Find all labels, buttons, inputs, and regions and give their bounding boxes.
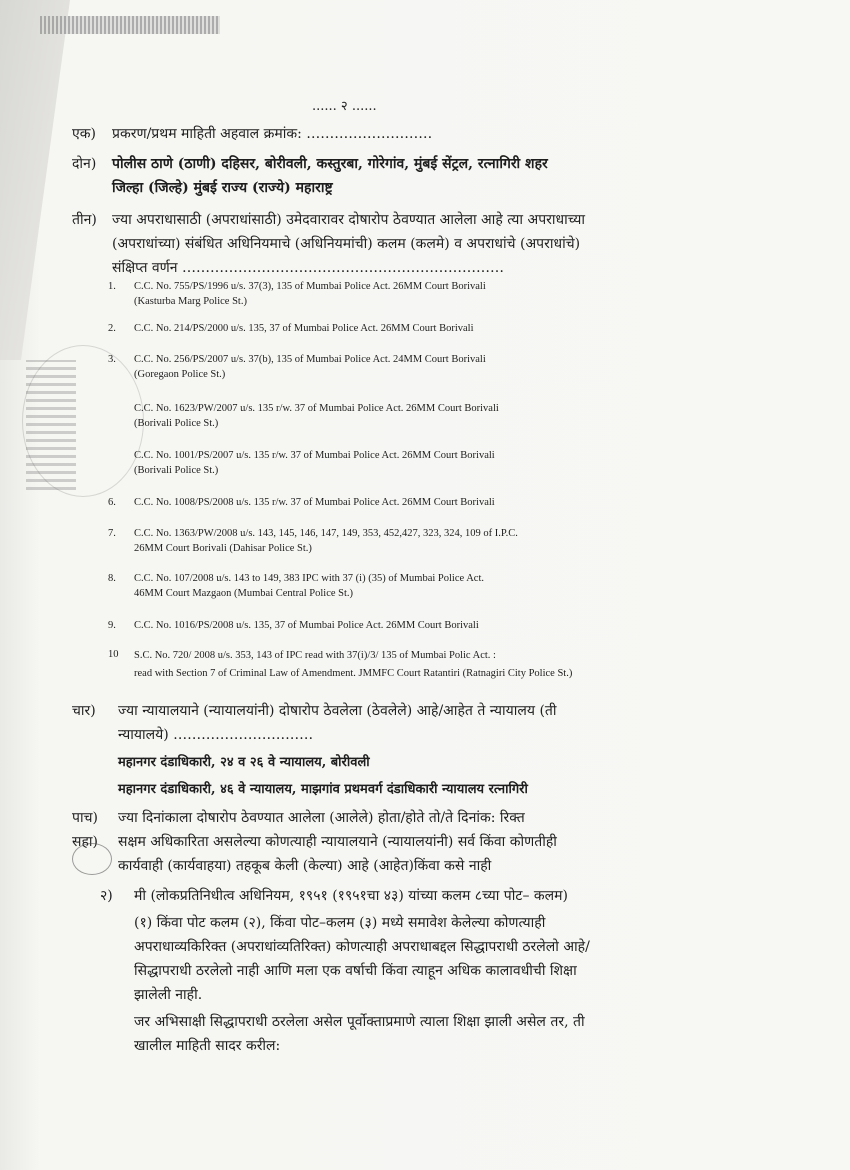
case-line1: C.C. No. 1623/PW/2007 u/s. 135 r/w. 37 of Mumbai Police Act. 26MM Court Borivali xyxy=(134,403,499,414)
offence-desc-line2: (अपराधांच्या) संबंधित अधिनियमाचे (अधिनियमांची) कलम (कलमे) व अपराधांचे (अपराधांचे) xyxy=(112,236,581,252)
court-name-2: महानगर दंडाधिकारी, ४६ वे न्यायालय, माझगांव प्रथमवर्ग दंडाधिकारी न्यायालय रत्नागिरी xyxy=(118,782,528,797)
case-line1: C.C. No. 1008/PS/2008 u/s. 135 r/w. 37 of Mumbai Police Act. 26MM Court Borivali xyxy=(134,497,495,508)
stamp-impression xyxy=(26,360,76,490)
case-number: 3. xyxy=(108,354,116,365)
case-line1: S.C. No. 720/ 2008 u/s. 353, 143 of IPC read with 37(i)/3/ 135 of Mumbai Polic Act. : xyxy=(134,650,496,661)
case-number: 8. xyxy=(108,573,116,584)
case-line2: (Kasturba Marg Police St.) xyxy=(134,296,247,307)
declaration-line4: सिद्धापराधी ठरलेलो नाही आणि मला एक वर्षाची किंवा त्याहून अधिक कालावधीची शिक्षा xyxy=(134,963,577,979)
item-label-1: एक) xyxy=(72,126,96,142)
case-line1: C.C. No. 755/PS/1996 u/s. 37(3), 135 of Mumbai Police Act. 26MM Court Borivali xyxy=(134,281,486,292)
case-line1: C.C. No. 1001/PS/2007 u/s. 135 r/w. 37 of Mumbai Police Act. 26MM Court Borivali xyxy=(134,450,495,461)
case-number-line: प्रकरण/प्रथम माहिती अहवाल क्रमांक: ……………………… xyxy=(112,126,433,142)
item-label-4: चार) xyxy=(72,703,96,719)
case-line2: (Borivali Police St.) xyxy=(134,465,219,476)
scan-header-marks xyxy=(40,16,220,34)
case-number: 1. xyxy=(108,281,116,292)
case-number: 2. xyxy=(108,323,116,334)
item-label-5: पाच) xyxy=(72,810,98,826)
case-number: 10 xyxy=(108,649,119,660)
offence-desc-line1: ज्या अपराधासाठी (अपराधांसाठी) उमेदवारावर दोषारोप ठेवण्यात आलेला आहे त्या अपराधाच्या xyxy=(112,212,586,228)
case-line1: C.C. No. 1016/PS/2008 u/s. 135, 37 of Mumbai Police Act. 26MM Court Borivali xyxy=(134,620,479,631)
case-line1: C.C. No. 1363/PW/2008 u/s. 143, 145, 146, 147, 149, 353, 452,427, 323, 324, 109 of I.P.C. xyxy=(134,528,518,539)
case-line2: read with Section 7 of Criminal Law of Amendment. JMMFC Court Ratantiri (Ratnagiri City Police St.) xyxy=(134,668,573,679)
item-label-3: तीन) xyxy=(72,212,97,228)
declaration-line6: जर अभिसाक्षी सिद्धापराधी ठरलेला असेल पूर्वोक्ताप्रमाणे त्याला शिक्षा झाली असेल तर, ती xyxy=(134,1014,585,1030)
court-desc-line1: ज्या न्यायालयाने (न्यायालयांनी) दोषारोप ठेवलेला (ठेवलेले) आहे/आहेत ते न्यायालय (ती xyxy=(118,703,557,719)
case-line2: (Borivali Police St.) xyxy=(134,418,219,429)
case-line2: 46MM Court Mazgaon (Mumbai Central Police St.) xyxy=(134,588,354,599)
court-desc-line2: न्यायालये) ………………………… xyxy=(118,727,314,743)
case-number: 6. xyxy=(108,497,116,508)
section-label-2: २) xyxy=(100,888,113,904)
item-label-6: सहा) xyxy=(72,834,98,850)
case-line1: C.C. No. 214/PS/2000 u/s. 135, 37 of Mumbai Police Act. 26MM Court Borivali xyxy=(134,323,474,334)
declaration-line1: मी (लोकप्रतिनिधीत्व अधिनियम, १९५१ (१९५१चा ४३) यांच्या कलम ८च्या पोट– कलम) xyxy=(134,888,568,904)
adjournment-line1: सक्षम अधिकारिता असलेल्या कोणत्याही न्यायालयाने (न्यायालयांनी) सर्व किंवा कोणतीही xyxy=(118,834,557,850)
offence-desc-line3: संक्षिप्त वर्णन …………………………………………………………… xyxy=(112,260,504,276)
case-number: 9. xyxy=(108,620,116,631)
folded-corner xyxy=(0,0,70,360)
declaration-line2: (१) किंवा पोट कलम (२), किंवा पोट–कलम (३) मध्ये समावेश केलेल्या कोणत्याही xyxy=(134,915,546,931)
case-line1: C.C. No. 107/2008 u/s. 143 to 149, 383 IPC with 37 (i) (35) of Mumbai Police Act. xyxy=(134,573,484,584)
adjournment-line2: कार्यवाही (कार्यवाहया) तहकूब केली (केल्या) आहे (आहेत)किंवा कसे नाही xyxy=(118,858,492,874)
case-line2: (Goregaon Police St.) xyxy=(134,369,226,380)
police-station-line1: पोलीस ठाणे (ठाणी) दहिसर, बोरीवली, कस्तुरबा, गोरेगांव, मुंबई सेंट्रल, रत्नागिरी शहर xyxy=(112,156,548,172)
court-name-1: महानगर दंडाधिकारी, २४ व २६ वे न्यायालय, बोरीवली xyxy=(118,755,370,770)
case-line2: 26MM Court Borivali (Dahisar Police St.) xyxy=(134,543,312,554)
case-line1: C.C. No. 256/PS/2007 u/s. 37(b), 135 of Mumbai Police Act. 24MM Court Borivali xyxy=(134,354,486,365)
declaration-line5: झालेली नाही. xyxy=(134,987,203,1003)
declaration-line7: खालील माहिती सादर करील: xyxy=(134,1038,281,1054)
declaration-line3: अपराधाव्यकिरिक्त (अपराधांव्यतिरिक्त) कोणत्याही अपराधाबद्दल सिद्धापराधी ठरलेलो आहे/ xyxy=(134,939,590,955)
case-number: 7. xyxy=(108,528,116,539)
page-number: ...... २ ...... xyxy=(312,99,377,114)
item-label-2: दोन) xyxy=(72,156,97,172)
charge-date-line: ज्या दिनांकाला दोषारोप ठेवण्यात आलेला (आलेले) होता/होते तो/ते दिनांक: रिक्त xyxy=(118,810,525,826)
initials-signature xyxy=(72,843,112,875)
police-station-line2: जिल्हा (जिल्हे) मुंबई राज्य (राज्ये) महाराष्ट्र xyxy=(112,180,333,196)
